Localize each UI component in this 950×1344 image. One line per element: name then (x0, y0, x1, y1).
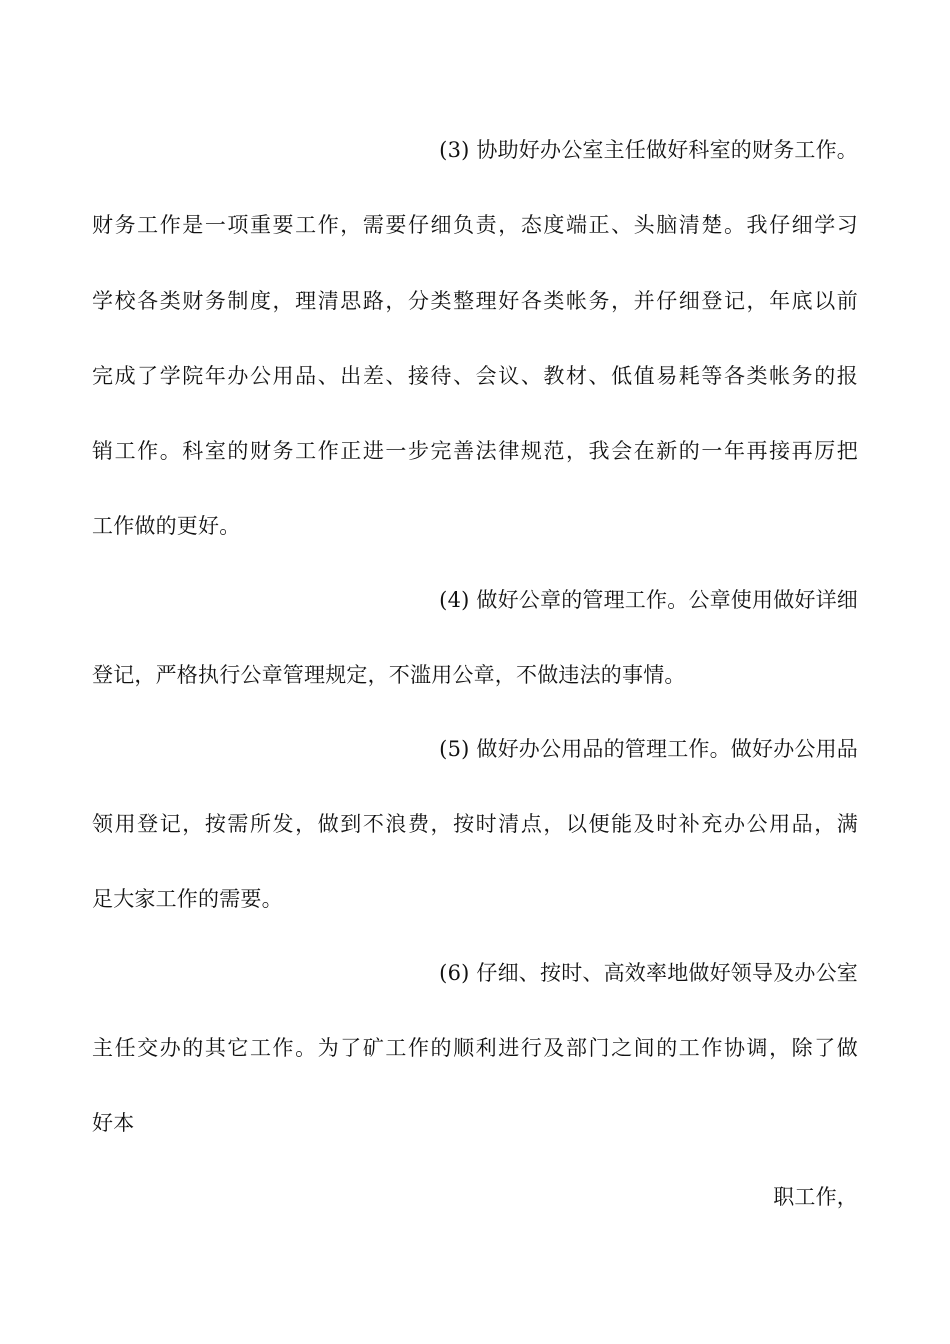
paragraph-6-heading: (6) 仔细、按时、高效率地做好领导及办公室 (439, 961, 858, 985)
paragraph-5-heading: (5) 做好办公用品的管理工作。做好办公用品 (439, 737, 858, 761)
paragraph-3-line-4: 销工作。科室的财务工作正进一步完善法律规范，我会在新的一年再接再厉把 (92, 439, 858, 463)
paragraph-3-heading: (3) 协助好办公室主任做好科室的财务工作。 (439, 138, 858, 162)
paragraph-6-line-2: 好本 (92, 1111, 135, 1135)
paragraph-6-line-1: 主任交办的其它工作。为了矿工作的顺利进行及部门之间的工作协调，除了做 (92, 1036, 858, 1060)
paragraph-4-heading: (4) 做好公章的管理工作。公章使用做好详细 (439, 588, 858, 612)
paragraph-5-line-1: 领用登记，按需所发，做到不浪费，按时清点，以便能及时补充办公用品，满 (92, 812, 858, 836)
paragraph-3-line-2: 学校各类财务制度，理清思路，分类整理好各类帐务，并仔细登记，年底以前 (92, 289, 858, 313)
paragraph-5-line-2: 足大家工作的需要。 (92, 887, 283, 911)
paragraph-4-line-1: 登记，严格执行公章管理规定，不滥用公章，不做违法的事情。 (92, 663, 686, 687)
paragraph-3-line-5: 工作做的更好。 (92, 514, 241, 538)
paragraph-3-line-1: 财务工作是一项重要工作，需要仔细负责，态度端正、头脑清楚。我仔细学习 (92, 213, 858, 237)
paragraph-6-line-3: 职工作， (773, 1185, 858, 1209)
paragraph-3-line-3: 完成了学院年办公用品、出差、接待、会议、教材、低值易耗等各类帐务的报 (92, 364, 858, 388)
